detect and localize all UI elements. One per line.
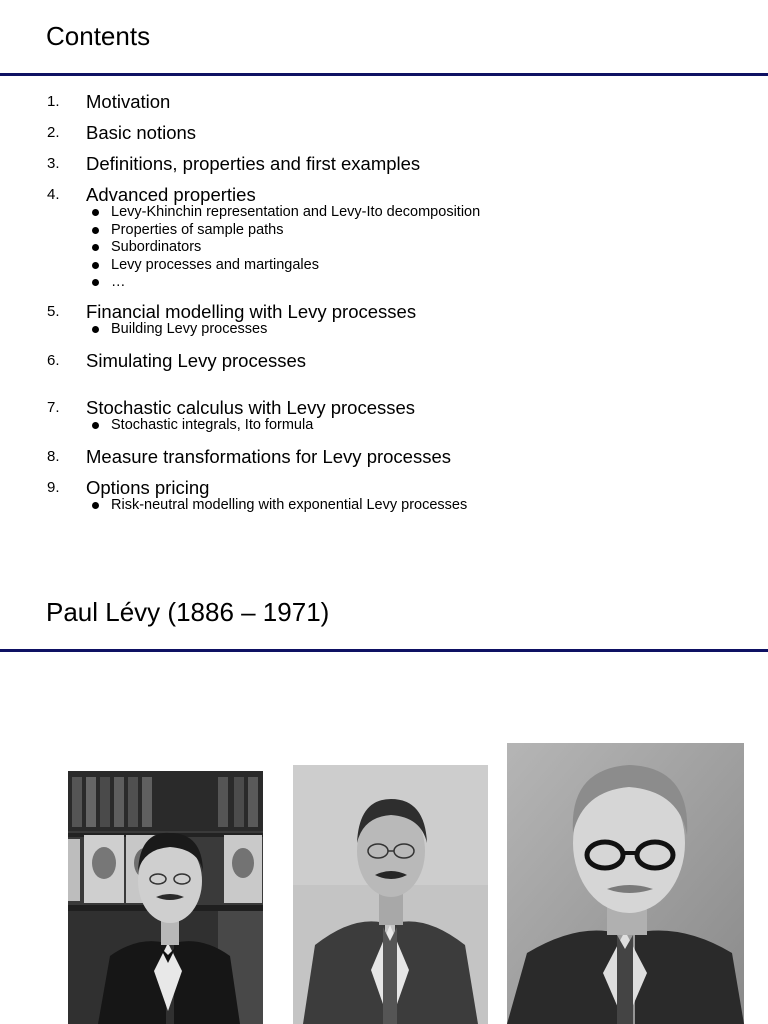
toc-item-number: 7. — [47, 399, 60, 416]
toc-subitem-label: Levy-Khinchin representation and Levy-Ito decomposition — [111, 204, 481, 220]
toc-item-label: Financial modelling with Levy processes — [86, 301, 417, 322]
toc-item-label: Measure transformations for Levy processes — [86, 446, 452, 467]
toc-subitem-label: Subordinators — [111, 239, 202, 255]
toc-subitem-label: Stochastic integrals, Ito formula — [111, 417, 314, 433]
bullet-icon — [92, 244, 99, 251]
toc-subitem-label: Levy processes and martingales — [111, 256, 319, 273]
bullet-icon — [92, 262, 99, 269]
toc-subitem-label: Building Levy processes — [111, 321, 268, 337]
bullet-icon — [92, 326, 99, 333]
toc-subitem-label: … — [111, 274, 126, 290]
toc-item-label: Definitions, properties and first examples — [86, 153, 421, 174]
toc-item-label: Stochastic calculus with Levy processes — [86, 397, 416, 418]
page-title: Contents — [46, 21, 151, 51]
toc-item-number: 1. — [47, 93, 60, 110]
toc-item-label: Basic notions — [86, 122, 197, 143]
bullet-icon — [92, 227, 99, 234]
toc-item-number: 5. — [47, 303, 60, 320]
levy-slide — [0, 585, 768, 1024]
toc-item-label: Advanced properties — [86, 184, 256, 205]
toc-item-number: 2. — [47, 124, 60, 141]
bullet-icon — [92, 279, 99, 286]
toc-item-label: Motivation — [86, 91, 171, 112]
title-divider — [0, 649, 768, 652]
toc-subitem-label: Risk-neutral modelling with exponential Levy processes — [111, 497, 468, 513]
middle-age-portrait-photo — [293, 765, 488, 1024]
toc-item-label: Simulating Levy processes — [86, 350, 307, 371]
bullet-icon — [92, 502, 99, 509]
young-portrait-photo — [68, 771, 263, 1024]
bullet-icon — [92, 209, 99, 216]
toc-item-number: 4. — [47, 186, 60, 203]
toc-item-number: 6. — [47, 352, 60, 369]
toc-subitem-label: Properties of sample paths — [111, 221, 284, 238]
toc-item-number: 3. — [47, 155, 60, 172]
elderly-portrait-photo — [507, 743, 744, 1024]
page-title: Paul Lévy (1886 – 1971) — [46, 597, 330, 627]
title-divider — [0, 73, 768, 76]
bullet-icon — [92, 422, 99, 429]
toc-item-number: 9. — [47, 479, 60, 496]
toc-item-number: 8. — [47, 448, 60, 465]
toc-item-label: Options pricing — [86, 477, 210, 498]
